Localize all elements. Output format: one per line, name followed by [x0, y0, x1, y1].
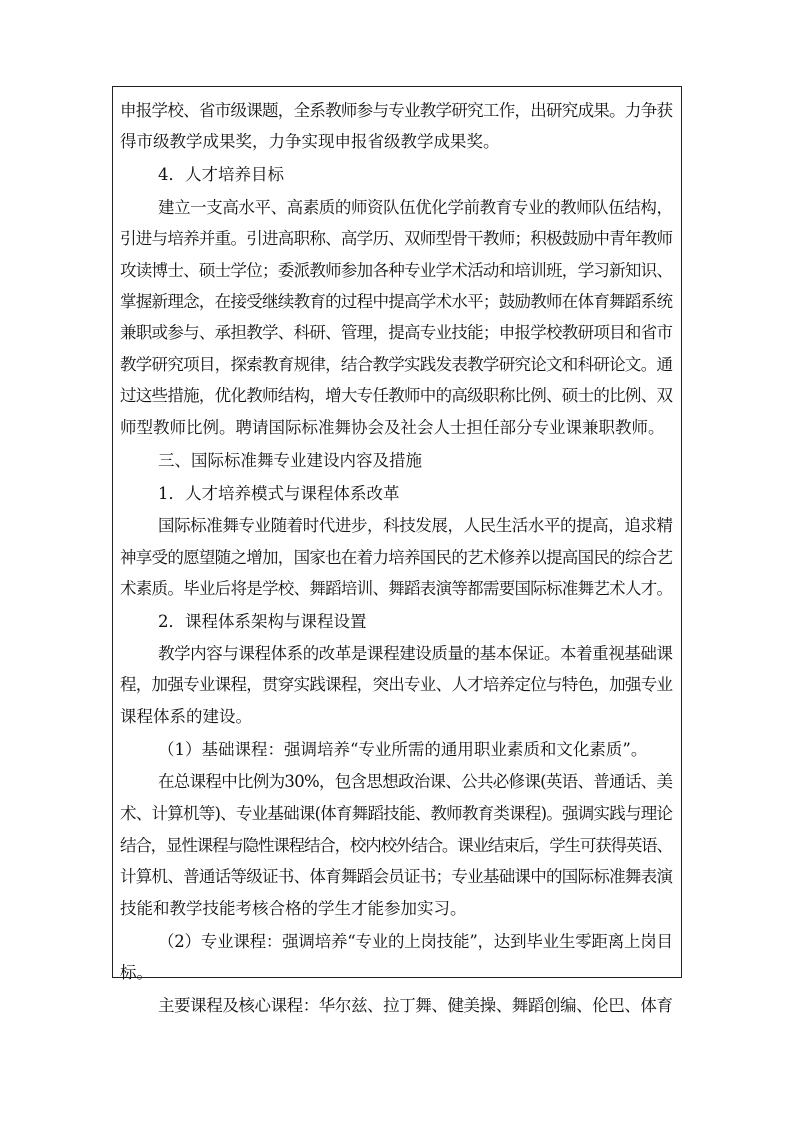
text-line: 师型教师比例。聘请国际标准舞协会及社会人士担任部分专业课兼职教师。 — [120, 418, 665, 437]
text-line: 结合，显性课程与隐性课程结合，校内校外结合。课业结束后，学生可获得英语、 — [120, 836, 672, 855]
text-line: （1）基础课程：强调培养“专业所需的通用职业素质和文化素质”。 — [158, 740, 648, 759]
text-line: 得市级教学成果奖，力争实现申报省级教学成果奖。 — [120, 132, 500, 151]
text-line: 引进与培养并重。引进高职称、高学历、双师型骨干教师；积极鼓励中青年教师 — [120, 229, 673, 248]
text-line: 申报学校、省市级课题，全系教师参与专业教学研究工作，出研究成果。力争获 — [120, 101, 673, 120]
text-line: 三、国际标准舞专业建设内容及措施 — [158, 451, 422, 470]
text-line: 术素质。毕业后将是学校、舞蹈培训、舞蹈表演等都需要国际标准舞艺术人才。 — [120, 579, 673, 598]
text-line: 课程体系的建设。 — [120, 707, 252, 726]
text-line: 教学内容与课程体系的改革是课程建设质量的基本保证。本着重视基础课 — [158, 644, 673, 663]
text-line: 程，加强专业课程，贯穿实践课程，突出专业、人才培养定位与特色，加强专业 — [120, 675, 673, 694]
text-line: 教学研究项目，探索教育规律，结合教学实践发表教学研究论文和科研论文。通 — [120, 355, 673, 374]
text-line: 技能和教学技能考核合格的学生才能参加实习。 — [120, 899, 467, 918]
text-line: 神享受的愿望随之增加，国家也在着力培养国民的艺术修养以提高国民的综合艺 — [120, 548, 673, 567]
text-line: 标。 — [120, 963, 153, 982]
text-line: 术、计算机等)、专业基础课(体育舞蹈技能、教师教育类课程)。强调实践与理论 — [120, 804, 673, 823]
text-line: 4．人才培养目标 — [158, 165, 284, 184]
text-line: 2．课程体系架构与课程设置 — [158, 612, 367, 631]
text-line: 主要课程及核心课程：华尔兹、拉丁舞、健美操、舞蹈创编、伦巴、体育 — [158, 996, 673, 1015]
text-line: 掌握新理念，在接受继续教育的过程中提高学术水平；鼓励教师在体育舞蹈系统 — [120, 292, 673, 311]
text-line: 过这些措施，优化教师结构，增大专任教师中的高级职称比例、硕士的比例、双 — [120, 386, 673, 405]
text-line: 国际标准舞专业随着时代进步，科技发展，人民生活水平的提高，追求精 — [158, 516, 673, 535]
text-line: （2）专业课程：强调培养“专业的上岗技能”，达到毕业生零距离上岗目 — [158, 932, 673, 951]
text-line: 兼职或参与、承担教学、科研、管理，提高专业技能；申报学校教研项目和省市 — [120, 323, 673, 342]
text-line: 计算机、普通话等级证书、体育舞蹈会员证书；专业基础课中的国际标准舞表演 — [120, 867, 673, 886]
text-line: 在总课程中比例为30%，包含思想政治课、公共必修课(英语、普通话、美 — [158, 772, 673, 791]
text-line: 攻读博士、硕士学位；委派教师参加各种专业学术活动和培训班，学习新知识、 — [120, 261, 673, 280]
text-line: 1．人才培养模式与课程体系改革 — [158, 484, 400, 503]
text-line: 建立一支高水平、高素质的师资队伍优化学前教育专业的教师队伍结构， — [158, 198, 673, 217]
